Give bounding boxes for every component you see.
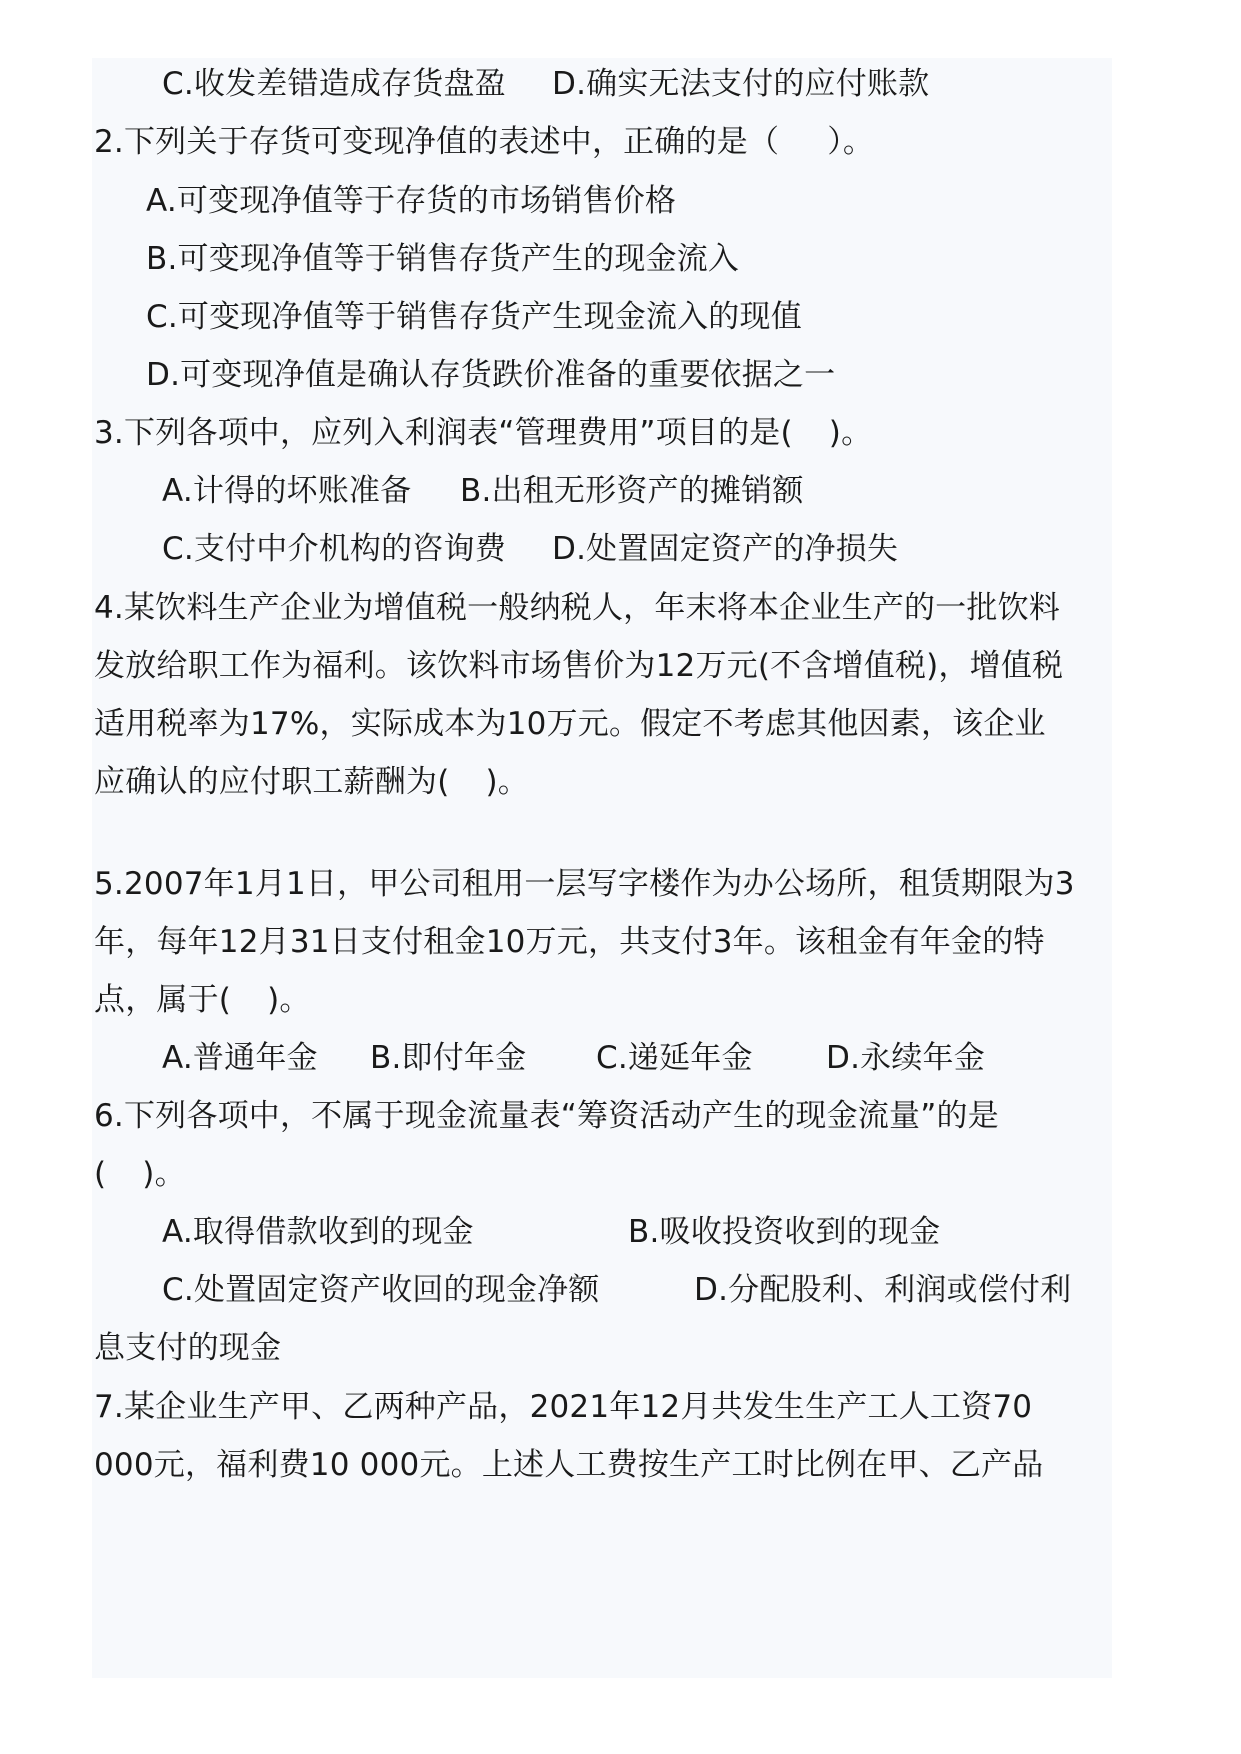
q5-line-3-end: )。 bbox=[267, 982, 311, 1018]
q6-option-c: C.处置固定资产收回的现金净额 bbox=[162, 1272, 600, 1308]
q6-line-2-end: )。 bbox=[142, 1156, 186, 1192]
q3-option-row-cd bbox=[162, 529, 898, 569]
q7-line-2: 000元，福利费10 000元。上述人工费按生产工时比例在甲、乙产品 bbox=[94, 1447, 1044, 1483]
q2-option-a: A.可变现净值等于存货的市场销售价格 bbox=[146, 183, 677, 219]
q5-line-2: 年，每年12月31日支付租金10万元，共支付3年。该租金有年金的特 bbox=[94, 924, 1045, 960]
q3-stem-end: )。 bbox=[828, 415, 873, 451]
q2-stem-end: ）。 bbox=[827, 124, 875, 160]
q1-option-c: C.收发差错造成存货盘盈 bbox=[162, 66, 506, 102]
q1-option-d: D.确实无法支付的应付账款 bbox=[552, 66, 930, 102]
q5-line-1: 5.2007年1月1日，甲公司租用一层写字楼作为办公场所，租赁期限为3 bbox=[94, 866, 1075, 902]
q4-line-4-end: )。 bbox=[485, 764, 529, 800]
q4-line-4-text: 应确认的应付职工薪酬为( bbox=[94, 764, 450, 800]
q1-option-row-cd bbox=[162, 64, 929, 104]
q3-stem-text: 3.下列各项中，应列入利润表“管理费用”项目的是( bbox=[94, 415, 793, 451]
q3-stem bbox=[94, 413, 872, 453]
q6-option-row-ab bbox=[162, 1212, 940, 1252]
q2-option-d: D.可变现净值是确认存货跌价准备的重要依据之一 bbox=[146, 357, 836, 393]
q2-option-b: B.可变现净值等于销售存货产生的现金流入 bbox=[146, 241, 740, 277]
q6-line-2-open: ( bbox=[94, 1156, 107, 1192]
q5-option-c: C.递延年金 bbox=[596, 1040, 753, 1076]
q4-line-1: 4.某饮料生产企业为增值税一般纳税人，年末将本企业生产的一批饮料 bbox=[94, 590, 1060, 626]
q6-option-d: D.分配股利、利润或偿付利 bbox=[694, 1272, 1072, 1308]
q3-option-c: C.支付中介机构的咨询费 bbox=[162, 531, 506, 567]
q6-line-1: 6.下列各项中，不属于现金流量表“筹资活动产生的现金流量”的是 bbox=[94, 1098, 999, 1134]
q2-stem-text: 2.下列关于存货可变现净值的表述中，正确的是（ bbox=[94, 124, 780, 160]
q3-option-row-ab bbox=[162, 471, 804, 511]
q7-line-1: 7.某企业生产甲、乙两种产品，2021年12月共发生生产工人工资70 bbox=[94, 1389, 1033, 1425]
q4-line-3: 适用税率为17%，实际成本为10万元。假定不考虑其他因素，该企业 bbox=[94, 706, 1046, 742]
q6-line-2 bbox=[94, 1154, 186, 1194]
q4-line-2: 发放给职工作为福利。该饮料市场售价为12万元(不含增值税)，增值税 bbox=[94, 648, 1064, 684]
q6-option-row-cd bbox=[162, 1270, 1071, 1310]
q5-option-row bbox=[162, 1038, 985, 1078]
q5-option-a: A.普通年金 bbox=[162, 1040, 318, 1076]
q2-stem bbox=[94, 122, 874, 162]
q5-option-b: B.即付年金 bbox=[370, 1040, 527, 1076]
q6-option-d-continued: 息支付的现金 bbox=[94, 1330, 282, 1366]
q5-line-3-text: 点，属于( bbox=[94, 982, 232, 1018]
q6-option-b: B.吸收投资收到的现金 bbox=[628, 1214, 941, 1250]
q3-option-b: B.出租无形资产的摊销额 bbox=[460, 473, 804, 509]
q6-option-a: A.取得借款收到的现金 bbox=[162, 1214, 474, 1250]
q5-option-d: D.永续年金 bbox=[826, 1040, 985, 1076]
q3-option-d: D.处置固定资产的净损失 bbox=[552, 531, 899, 567]
q5-line-3 bbox=[94, 980, 311, 1020]
q3-option-a: A.计得的坏账准备 bbox=[162, 473, 412, 509]
q4-line-4 bbox=[94, 762, 529, 802]
q2-option-c: C.可变现净值等于销售存货产生现金流入的现值 bbox=[146, 299, 802, 335]
